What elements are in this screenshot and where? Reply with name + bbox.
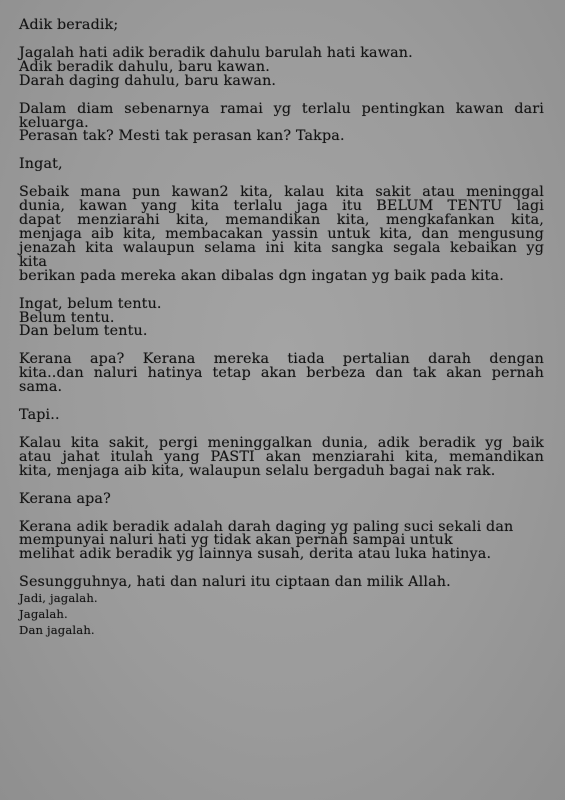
paragraph-2: [19, 100, 551, 145]
text-line: menjaga aib kita, membacakan yassin untuk kita, dan mengusung: [19, 225, 544, 242]
text-line: Dalam diam sebenarnya ramai yg terlalu pentingkan kawan dari: [19, 100, 544, 117]
text-line: dunia, kawan yang kita terlalu jaga itu BELUM TENTU lagi: [19, 198, 544, 215]
text-line: sama.: [19, 379, 63, 396]
text-line: melihat adik beradik yg lainnya susah, derita atau luka hatinya.: [19, 546, 492, 563]
text-line: jenazah kita walaupun selama ini kita sangka segala kebaikan yg: [19, 239, 544, 256]
text-line: berikan pada mereka akan dibalas dgn ingatan yg baik pada kita.: [19, 267, 504, 284]
text-line: dapat menziarahi kita, memandikan kita, mengkafankan kita,: [19, 212, 544, 229]
paragraph-11: Sesungguhnya, hati dan naluri itu ciptaan dan milik Allah.: [19, 574, 451, 591]
greeting: Adik beradik;: [19, 17, 119, 33]
text-line: Belum tentu.: [19, 309, 115, 326]
text-line: Adik beradik dahulu, baru kawan.: [19, 58, 270, 75]
paragraph-6: [19, 353, 551, 395]
closing-line: Jagalah.: [19, 607, 68, 622]
paragraph-gap: [19, 144, 551, 158]
text-line: Darah daging dahulu, baru kawan.: [19, 72, 277, 89]
text-line: Perasan tak? Mesti tak perasan kan? Takpa.: [19, 128, 345, 145]
paragraph-7: Tapi..: [19, 407, 60, 424]
text-line: kita: [19, 253, 48, 270]
text-line: kita..dan naluri hatinya tetap akan berbeza dan tak akan pernah: [19, 365, 544, 382]
paragraph-5: [19, 295, 551, 340]
paragraph-10: [19, 518, 551, 563]
text-line: Sebaik mana pun kawan2 kita, kalau kita sakit atau meninggal: [19, 184, 544, 201]
text-line: Jagalah hati adik beradik dahulu barulah hati kawan.: [19, 44, 413, 61]
text-line: atau jahat itulah yang PASTI akan menziarahi kita, memandikan: [19, 448, 544, 465]
paragraph-9: Kerana apa?: [19, 490, 111, 507]
paragraph-4: [19, 186, 551, 283]
closing-line: Dan jagalah.: [19, 623, 95, 638]
text-line: Dan belum tentu.: [19, 323, 148, 340]
paragraph-1: [19, 44, 551, 89]
paragraph-gap: [19, 395, 551, 409]
paragraph-8: [19, 434, 551, 479]
text-line: Kerana adik beradik adalah darah daging yg paling suci sekali dan: [19, 518, 514, 535]
text-line: keluarga.: [19, 114, 89, 131]
closing-line: Jadi, jagalah.: [19, 591, 98, 606]
text-line: mempunyai naluri hati yg tidak akan pernah sampai untuk: [19, 532, 453, 549]
text-line: Kalau kita sakit, pergi meninggalkan dunia, adik beradik yg baik: [19, 434, 544, 451]
paragraph-3: Ingat,: [19, 156, 63, 173]
closing: [19, 590, 551, 638]
text-line: kita, menjaga aib kita, walaupun selalu bergaduh bagai nak rak.: [19, 462, 496, 479]
text-line: Kerana apa? Kerana mereka tiada pertalian darah dengan: [19, 351, 544, 368]
text-line: Ingat, belum tentu.: [19, 295, 162, 312]
